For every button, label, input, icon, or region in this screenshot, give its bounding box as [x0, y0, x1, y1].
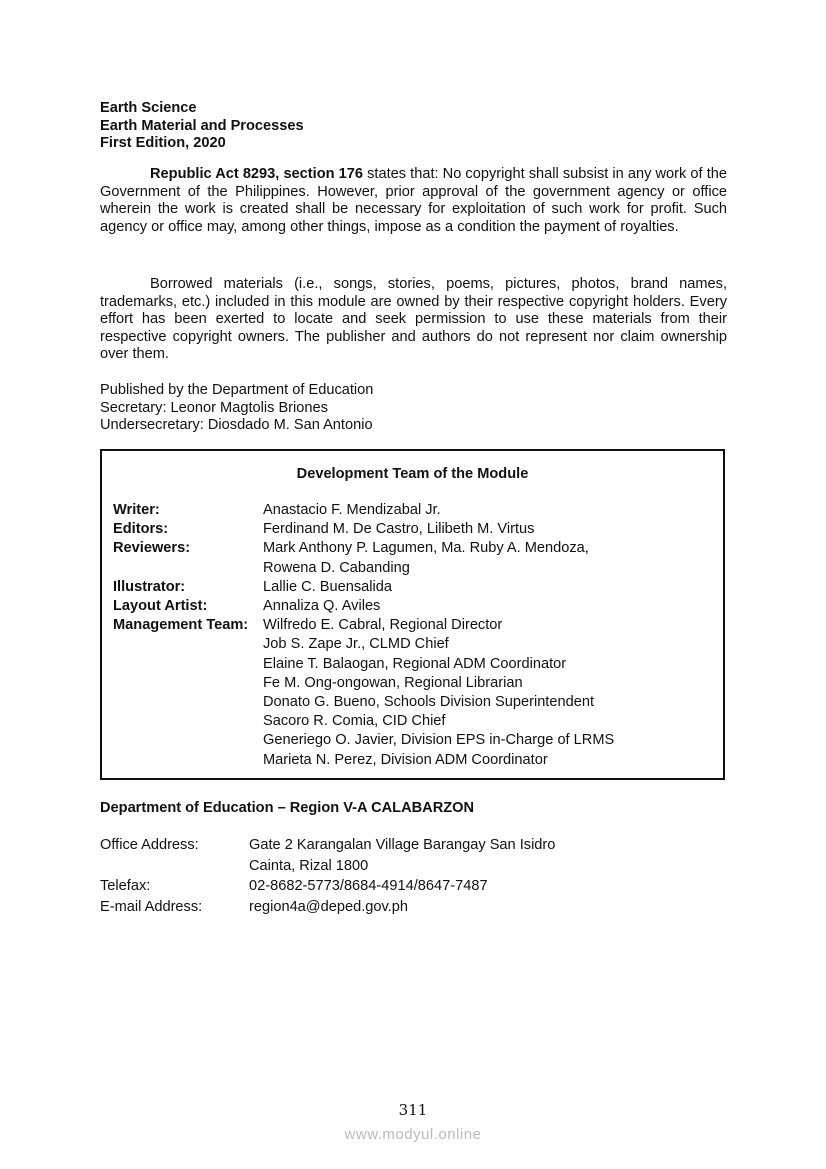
team-row	[113, 712, 614, 731]
team-row	[113, 731, 614, 750]
team-row	[113, 501, 614, 520]
team-member: Rowena D. Cabanding	[263, 559, 410, 576]
contact-info	[100, 835, 555, 917]
borrowed-materials-paragraph	[100, 276, 727, 364]
contact-row	[100, 897, 555, 918]
subject-title: Earth Science	[100, 100, 197, 116]
team-member: Generiego O. Javier, Division EPS in-Charge of LRMS	[263, 732, 615, 749]
team-role: Illustrator:	[113, 578, 186, 595]
contact-value: 02-8682-5773/8684-4914/8647-7487	[249, 878, 488, 894]
team-row	[113, 520, 614, 539]
copyright-law: Republic Act 8293, section 176	[150, 166, 363, 182]
team-row	[113, 559, 614, 578]
team-member: Donato G. Bueno, Schools Division Superintendent	[263, 694, 594, 711]
team-role	[113, 655, 263, 674]
secretary: Secretary: Leonor Magtolis Briones	[100, 399, 328, 416]
borrowed-text: Borrowed materials (i.e., songs, stories, poems, pictures, photos, brand names, trademarks, etc.) included in this module are owned by their respective copyright holders. Every effort has been exerted to locate and seek permission to use these materials from their respective copyright owners. The publisher and authors do not represent nor claim ownership over them.	[100, 276, 727, 363]
publisher-info	[100, 382, 373, 435]
team-row	[113, 616, 614, 635]
team-role: Management Team:	[113, 617, 249, 634]
team-list	[113, 501, 614, 770]
team-row	[113, 578, 614, 597]
publisher: Published by the Department of Education	[100, 382, 374, 398]
team-member: Anastacio F. Mendizabal Jr.	[263, 502, 441, 518]
team-role	[113, 635, 263, 654]
contact-value: Gate 2 Karangalan Village Barangay San Isidro	[249, 837, 556, 853]
team-member: Elaine T. Balaogan, Regional ADM Coordinator	[263, 655, 567, 672]
contact-label: Telefax:	[100, 878, 151, 894]
team-role	[113, 674, 263, 693]
module-title: Earth Material and Processes	[100, 117, 304, 134]
team-member: Fe M. Ong-ongowan, Regional Librarian	[263, 674, 523, 691]
team-member: Annaliza Q. Aviles	[263, 598, 381, 615]
undersecretary: Undersecretary: Diosdado M. San Antonio	[100, 417, 373, 434]
contact-row	[100, 835, 555, 856]
team-row	[113, 635, 614, 654]
contact-row	[100, 876, 555, 897]
page-number: 311	[398, 1101, 428, 1119]
document-header	[100, 100, 304, 153]
team-role: Editors:	[113, 521, 169, 538]
team-row	[113, 597, 614, 616]
contact-value: region4a@deped.gov.ph	[249, 898, 408, 915]
team-row	[113, 751, 614, 770]
team-member: Lallie C. Buensalida	[263, 578, 392, 595]
contact-value: Cainta, Rizal 1800	[249, 857, 369, 874]
development-team-box	[100, 449, 725, 780]
team-row	[113, 539, 614, 558]
contact-label: Office Address:	[100, 837, 199, 853]
team-role	[113, 712, 263, 731]
team-role	[113, 559, 263, 578]
team-member: Wilfredo E. Cabral, Regional Director	[263, 617, 503, 634]
team-member: Marieta N. Perez, Division ADM Coordinator	[263, 751, 548, 768]
watermark: www.modyul.online	[344, 1126, 482, 1143]
team-role	[113, 693, 263, 712]
team-title: Development Team of the Module	[296, 466, 529, 482]
team-role: Reviewers:	[113, 540, 191, 557]
team-row	[113, 674, 614, 693]
team-member: Job S. Zape Jr., CLMD Chief	[263, 636, 449, 653]
copyright-paragraph	[100, 166, 727, 236]
contact-label: E-mail Address:	[100, 898, 203, 915]
copyright-text: states that: No copyright shall subsist in any work of the Government of the Philippines. However, prior approval of the government agency or office wherein the work is created shall be necessary for exploitation of such work for profit. Such agency or office may, among other things, impose as a condition the payment of royalties.	[100, 166, 727, 235]
team-member: Mark Anthony P. Lagumen, Ma. Ruby A. Mendoza,	[263, 540, 589, 557]
contact-row	[100, 856, 555, 877]
team-role: Writer:	[113, 502, 160, 518]
team-member: Ferdinand M. De Castro, Lilibeth M. Virtus	[263, 521, 535, 538]
department-heading: Department of Education – Region V-A CALABARZON	[100, 800, 475, 816]
team-role: Layout Artist:	[113, 598, 208, 615]
team-role	[113, 751, 263, 770]
team-row	[113, 693, 614, 712]
edition: First Edition, 2020	[100, 135, 226, 152]
team-row	[113, 655, 614, 674]
team-role	[113, 731, 263, 750]
team-member: Sacoro R. Comia, CID Chief	[263, 713, 446, 730]
